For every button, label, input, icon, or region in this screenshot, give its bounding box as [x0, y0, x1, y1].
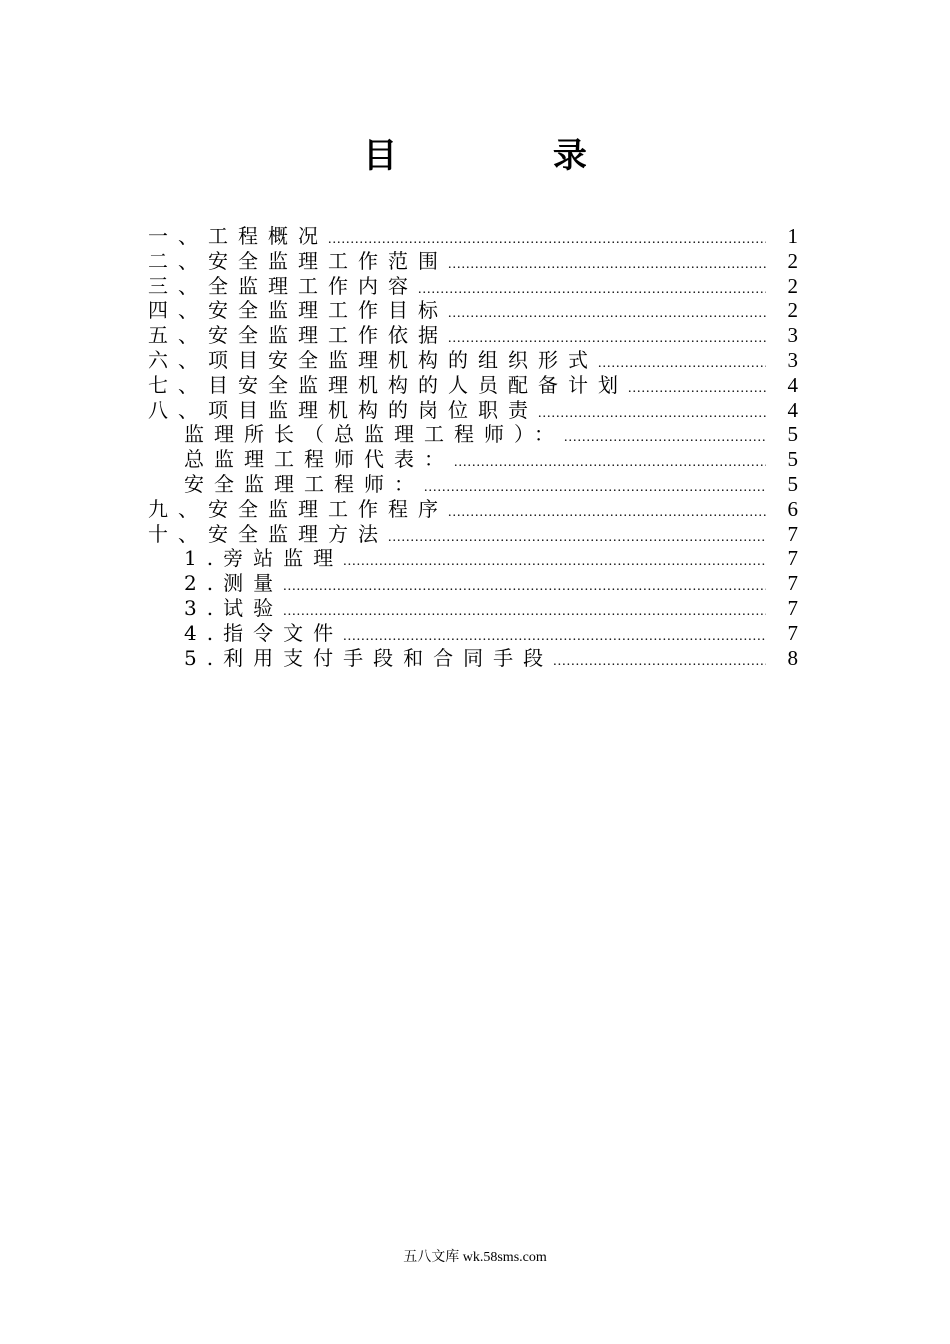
toc-entry-label: 2.测量	[184, 571, 284, 596]
toc-entry-label: 六、项目安全监理机构的组织形式	[148, 347, 598, 372]
dot-leader	[388, 526, 766, 551]
table-of-contents	[148, 224, 798, 670]
toc-page-number: 6	[787, 496, 798, 521]
toc-page-number: 1	[787, 224, 798, 248]
toc-entry-label: 八、项目监理机构的岗位职责	[148, 397, 538, 422]
toc-entry-label: 九、安全监理工作程序	[148, 496, 448, 521]
toc-page-number: 3	[787, 347, 798, 372]
toc-subentry[interactable]	[148, 571, 798, 596]
toc-entry[interactable]	[148, 348, 798, 373]
toc-page-number: 5	[787, 422, 798, 447]
toc-page-number: 8	[787, 645, 798, 670]
page-title: 目 录	[363, 136, 659, 176]
toc-entry-label: 三、全监理工作内容	[148, 273, 418, 298]
toc-entry-label: 十、安全监理方法	[148, 521, 388, 546]
toc-subentry[interactable]	[148, 472, 798, 497]
dot-leader	[448, 302, 766, 327]
dot-leader	[564, 426, 766, 451]
toc-entry[interactable]	[148, 522, 798, 547]
toc-page-number: 2	[787, 248, 798, 273]
toc-page-number: 2	[787, 273, 798, 298]
toc-entry[interactable]	[148, 398, 798, 423]
dot-leader	[538, 402, 766, 427]
dot-leader	[418, 278, 766, 303]
toc-entry-label: 3.试验	[184, 595, 284, 620]
toc-entry-label: 二、安全监理工作范围	[148, 248, 448, 273]
toc-entry-label: 安全监理工程师：	[184, 471, 424, 496]
toc-page-number: 7	[787, 595, 798, 620]
dot-leader	[628, 377, 766, 402]
dot-leader	[283, 600, 766, 625]
toc-entry[interactable]	[148, 249, 798, 274]
toc-entry-label: 监理所长（总监理工程师）：	[184, 422, 564, 447]
toc-entry-label: 四、安全监理工作目标	[148, 298, 448, 323]
toc-subentry[interactable]	[148, 646, 798, 671]
dot-leader	[448, 253, 766, 278]
toc-page-number: 7	[787, 620, 798, 645]
toc-entry[interactable]	[148, 298, 798, 323]
toc-subentry[interactable]	[148, 546, 798, 571]
dot-leader	[448, 501, 766, 526]
toc-page-number: 7	[787, 521, 798, 546]
toc-entry-label: 4.指令文件	[184, 620, 344, 645]
toc-subentry[interactable]	[148, 447, 798, 472]
toc-page-number: 7	[787, 571, 798, 596]
toc-subentry[interactable]	[148, 422, 798, 447]
toc-entry[interactable]	[148, 274, 798, 299]
page-footer: 五八文库 wk.58sms.com	[403, 1250, 547, 1265]
dot-leader	[343, 550, 766, 575]
dot-leader	[454, 451, 766, 476]
toc-entry[interactable]	[148, 224, 798, 249]
toc-entry[interactable]	[148, 497, 798, 522]
toc-page-number: 7	[787, 546, 798, 571]
toc-entry[interactable]	[148, 373, 798, 398]
dot-leader	[283, 575, 766, 600]
toc-entry-label: 总监理工程师代表：	[184, 447, 454, 472]
toc-page-number: 5	[787, 471, 798, 496]
toc-entry[interactable]	[148, 323, 798, 348]
toc-entry-label: 七、目安全监理机构的人员配备计划	[148, 372, 628, 397]
toc-entry-label: 1.旁站监理	[184, 546, 344, 571]
dot-leader	[424, 476, 766, 501]
toc-subentry[interactable]	[148, 621, 798, 646]
toc-subentry[interactable]	[148, 596, 798, 621]
toc-page-number: 5	[787, 447, 798, 472]
toc-page-number: 2	[787, 298, 798, 323]
toc-entry-label: 一、工程概况	[148, 224, 328, 248]
toc-entry-label: 5.利用支付手段和合同手段	[184, 645, 554, 670]
toc-page-number: 4	[787, 397, 798, 422]
toc-entry-label: 五、安全监理工作依据	[148, 323, 448, 348]
toc-page-number: 4	[787, 372, 798, 397]
dot-leader	[553, 650, 766, 675]
toc-page-number: 3	[787, 323, 798, 348]
